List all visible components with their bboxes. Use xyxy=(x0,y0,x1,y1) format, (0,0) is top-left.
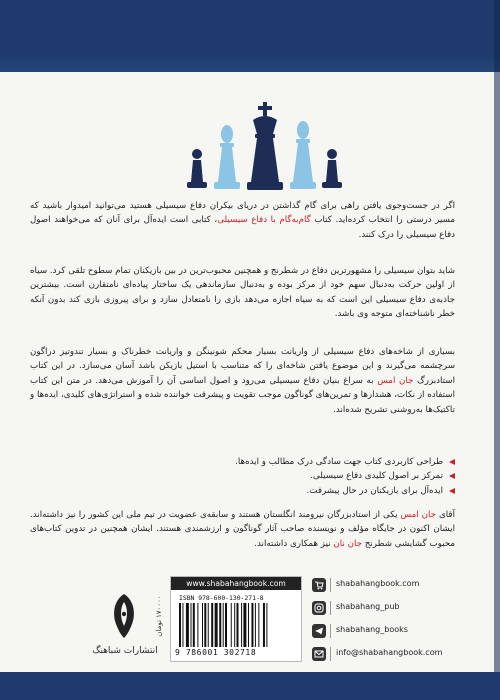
ean-number: 9 786001 302718 xyxy=(175,648,257,657)
bishop-icon xyxy=(290,121,316,189)
cart-icon xyxy=(312,578,326,592)
publisher-logo-icon xyxy=(108,592,140,640)
telegram-icon xyxy=(312,624,326,638)
paragraph-author: آقای جان امس یکی از استادبزرگان نیرومند انگلستان هستند و سابقه‌ی عضویت در تیم ملی این کشور را نیز داشته‌اند. ایشان اکنون در جایگاه مؤلف و نویسنده صاحب آثار گوناگون و ارزشمندی هستند. ایشان همچنین در تدوین کتاب‌های محبوب گشایشی شطرنج جان نان نیز همکاری داشته‌اند. xyxy=(30,510,455,549)
list-item: طراحی کاربردی کتاب جهت سادگی درک مطالب و ایده‌ها. xyxy=(150,455,455,469)
social-item-telegram[interactable] xyxy=(312,622,462,642)
pawn-icon xyxy=(322,149,342,188)
bottom-band xyxy=(0,672,500,700)
coauthor-name-highlight: جان نان xyxy=(333,538,362,549)
publisher-name: انتشارات شباهنگ xyxy=(92,646,158,656)
price-label: ۱۷۰۰۰۰ تومان xyxy=(155,595,163,637)
author-name-highlight: جان امس xyxy=(400,510,437,520)
social-item-email[interactable] xyxy=(312,645,462,665)
book-title-highlight: گام‌به‌گام با دفاع سیسیلی xyxy=(217,215,311,226)
bishop-icon xyxy=(214,125,240,189)
social-label: shabahangbook.com xyxy=(336,579,420,588)
spine-edge xyxy=(494,0,500,700)
king-icon xyxy=(247,102,283,190)
top-band xyxy=(0,0,500,72)
barcode-icon xyxy=(179,603,291,647)
bullet-arrow-icon xyxy=(449,488,455,494)
instagram-icon xyxy=(312,601,326,615)
website-url: www.shabahangbook.com xyxy=(171,577,301,590)
social-links xyxy=(312,576,462,668)
isbn-text: ISBN 978-600-130-271-8 xyxy=(179,594,264,602)
feature-list xyxy=(150,455,455,498)
bullet-arrow-icon xyxy=(449,473,455,479)
social-label: info@shabahangbook.com xyxy=(336,648,443,657)
pawn-icon xyxy=(187,149,207,188)
list-item: ایده‌آل برای بازیکنان در حال پیشرفت. xyxy=(150,484,455,498)
social-label: shabahang_books xyxy=(336,625,408,634)
paragraph-intro: اگر در جست‌وجوی یافتن راهی برای گام گذاشتن در دریای بیکران دفاع سیسیلی هستید می‌توانید امیدوار باشید که مسیر درستی را انتخاب کرده‌اید. کتاب گام‌به‌گام با دفاع سیسیلی، کتابی است ایده‌آل برای آنان که می‌خواهند اصول دفاع سیسیلی را درک کنند. xyxy=(30,201,455,240)
chess-pieces-illustration xyxy=(185,100,345,195)
bullet-arrow-icon xyxy=(449,459,455,465)
social-label: shabahang_pub xyxy=(336,602,400,611)
list-item: تمرکز بر اصول کلیدی دفاع سیسیلی. xyxy=(150,469,455,483)
author-name-highlight: جان امس xyxy=(377,375,414,386)
email-icon xyxy=(312,647,326,661)
social-item-website[interactable] xyxy=(312,576,462,596)
paragraph-variants: بسیاری از شاخه‌های دفاع سیسیلی از واریانت بسیار محکم شونینگن و واریانت خطرناک و بسیار تندوتیز دراگون سرچشمه می‌گیرند و این موضوع یافتن شاخه‌ای را که متناسب با استیل بازیکن باشد آسان می‌سازد. در این کتاب استادبزرگ جان امس به سراغ بنیان دفاع سیسیلی می‌رود و اصول اساسی آن را آموزش می‌دهد. در متن این کتاب استفاده از نکات، هشدارها و تمرین‌های گوناگون موجب تقویت و پیشرفت خواننده شده و استراتژی‌های کلیدی، ایده‌ها و تاکتیک‌ها به‌روشنی تشریح شده‌اند. xyxy=(30,347,455,415)
paragraph-sicilian: شاید بتوان سیسیلی را مشهورترین دفاع در شطرنج و همچنین محبوب‌ترین در بین بازیکنان تمام سطوح تلقی کرد. سیاه از اولین حرکت به‌دنبال سهم خود از مرکز بوده و به‌دنبال سازماندهی یک ساختار پیاده‌ای نامتقارن است. بیشترین جاذبه‌ی دفاع سیسیلی این است که به سیاه اجازه می‌دهد بازی را نامتعادل سازد و برای پیروزی بازی کند بدون آنکه خطر ناشناخته‌ای متوجه وی باشد. xyxy=(30,266,455,320)
barcode-box xyxy=(170,576,302,662)
social-item-instagram[interactable] xyxy=(312,599,462,619)
